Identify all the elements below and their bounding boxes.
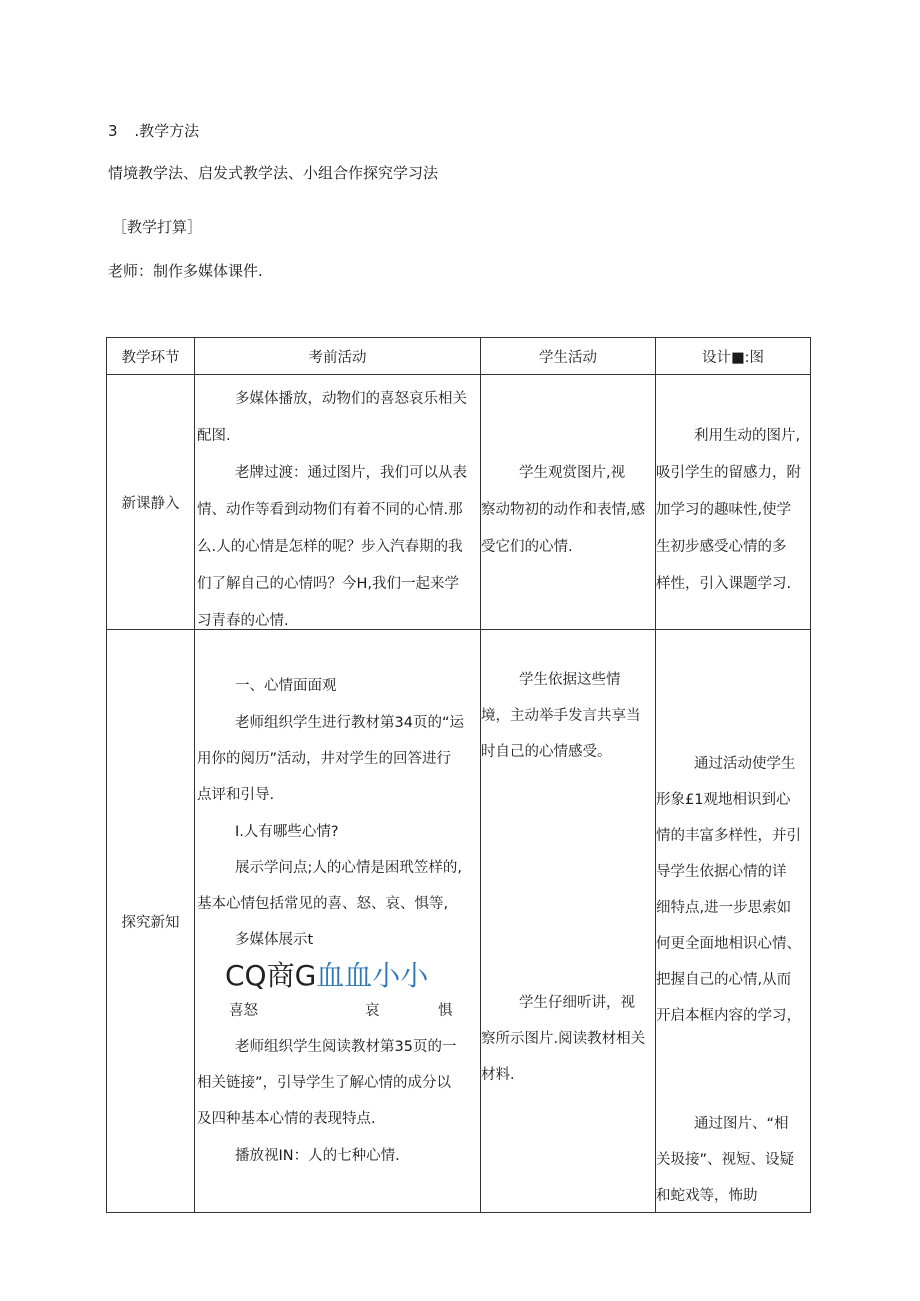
- section-number: 3: [108, 122, 118, 140]
- paragraph-line: 展示学问点;人的心情是困玳笠样的,: [235, 860, 462, 876]
- paragraph-line: 多媒体播放，动物们的喜怒哀乐相关: [235, 391, 467, 407]
- table-header-row: [107, 338, 811, 375]
- prep-teacher: 老师：制作多媒体课件.: [108, 262, 263, 280]
- stage-cell: 新课静入: [107, 375, 195, 630]
- paragraph-line: 境，主动举手发言共享当: [481, 708, 641, 724]
- emotion-image-text: [225, 960, 428, 992]
- paragraph-line: 细特点,进一步思索如: [656, 900, 792, 916]
- paragraph-line: 播放视IN：人的七种心情.: [235, 1148, 400, 1164]
- paragraph-line: 时自己的心情感受。: [481, 744, 612, 760]
- paragraph-line: 吸引学生的留感力，附: [656, 465, 801, 481]
- design-intent-cell: [656, 375, 811, 630]
- paragraph-line: 学生观赏图片,视: [519, 465, 626, 481]
- paragraph-line: 么.人的心情是怎样的呢？步入汽春期的我: [197, 539, 463, 555]
- header-student-activity: 学生活动: [481, 338, 656, 375]
- paragraph-line: 材料.: [481, 1067, 515, 1083]
- paragraph-line: 学生仔细听讲，视: [519, 995, 635, 1011]
- paragraph-line: 导学生依据心情的详: [656, 864, 787, 880]
- emotion-label-joy-anger: 喜怒: [229, 1003, 258, 1019]
- paragraph-line: 关圾接”、视短、设疑: [656, 1152, 795, 1168]
- prep-title: ［教学打算］: [112, 218, 203, 236]
- paragraph-line: 老师组织学生进行教材第34页的“运: [235, 715, 464, 731]
- header-teacher-activity: 考前活动: [195, 338, 481, 375]
- paragraph-line: 多媒体展示t: [235, 932, 314, 948]
- paragraph-line: 生初步感受心情的多: [656, 539, 787, 555]
- paragraph-line: 情、动作等看到动物们有着不同的心情.那: [197, 502, 463, 518]
- image-text-dark: CQ商G: [225, 959, 317, 992]
- paragraph-line: 相关链接”，引导学生了解心情的成分以: [197, 1075, 452, 1091]
- table-row: [107, 375, 811, 630]
- emotion-label-sorrow: 哀: [365, 1003, 380, 1019]
- paragraph-line: 情的丰富多样性，并引: [656, 828, 801, 844]
- paragraph-line: I.人有哪些心情?: [235, 824, 339, 840]
- paragraph-line: 一、心情面面观: [235, 678, 337, 694]
- paragraph-line: 利用生动的图片,: [694, 428, 801, 444]
- student-activity-cell: [481, 375, 656, 630]
- paragraph-line: 加学习的趣味性,使学: [656, 502, 792, 518]
- header-stage: 教学环节: [107, 338, 195, 375]
- section-title: .教学方法: [134, 122, 200, 140]
- paragraph-line: 何更全面地相识心情、: [656, 936, 801, 952]
- paragraph-line: 老牌过渡：通过图片，我们可以从表: [235, 465, 467, 481]
- paragraph-line: 学生依据这些情: [519, 672, 621, 688]
- paragraph-line: 和蛇戏等，怖助: [656, 1188, 758, 1204]
- paragraph-line: 察所示图片.阅读教材相关: [481, 1031, 646, 1047]
- paragraph-line: 基本心情包括常见的喜、怒、哀、惧等,: [197, 896, 449, 912]
- lesson-table: [106, 337, 811, 1213]
- teacher-activity-cell: [195, 630, 481, 1213]
- paragraph-line: 习青春的心情.: [197, 613, 289, 629]
- paragraph-line: 点评和引导.: [197, 787, 275, 803]
- image-text-blue: 血血小小: [316, 959, 429, 992]
- methods-text: 情境教学法、启发式教学法、小组合作探究学习法: [108, 164, 439, 182]
- paragraph-line: 形象£1观地相识到心: [656, 792, 791, 808]
- paragraph-line: 用你的阅历”活动，井对学生的回答进行: [197, 751, 452, 767]
- section-heading: [108, 121, 199, 141]
- paragraph-line: 受它们的心情.: [481, 539, 573, 555]
- paragraph-line: 样性，引入课题学习.: [656, 576, 792, 592]
- paragraph-line: 及四种基本心情的表现特点.: [197, 1111, 376, 1127]
- paragraph-line: 老师组织学生阅读教材第35页的一: [235, 1039, 457, 1055]
- paragraph-line: 把握自己的心情,从而: [656, 972, 792, 988]
- header-design-intent: 设计■:图: [656, 338, 811, 375]
- paragraph-line: 们了解自己的心情吗？今H,我们一起来学: [197, 576, 460, 592]
- student-activity-cell: [481, 630, 656, 1213]
- table-row: [107, 630, 811, 1213]
- teacher-activity-cell: [195, 375, 481, 630]
- stage-cell: 探究新知: [107, 630, 195, 1213]
- design-intent-cell: [656, 630, 811, 1213]
- paragraph-line: 开启本框内容的学习，: [656, 1008, 801, 1024]
- paragraph-line: 通过活动使学生: [694, 756, 796, 772]
- paragraph-line: 察动物初的动作和表情,感: [481, 502, 646, 518]
- paragraph-line: 配图.: [197, 428, 231, 444]
- emotion-label-fear: 惧: [438, 1003, 453, 1019]
- paragraph-line: 通过图片、“相: [694, 1116, 789, 1132]
